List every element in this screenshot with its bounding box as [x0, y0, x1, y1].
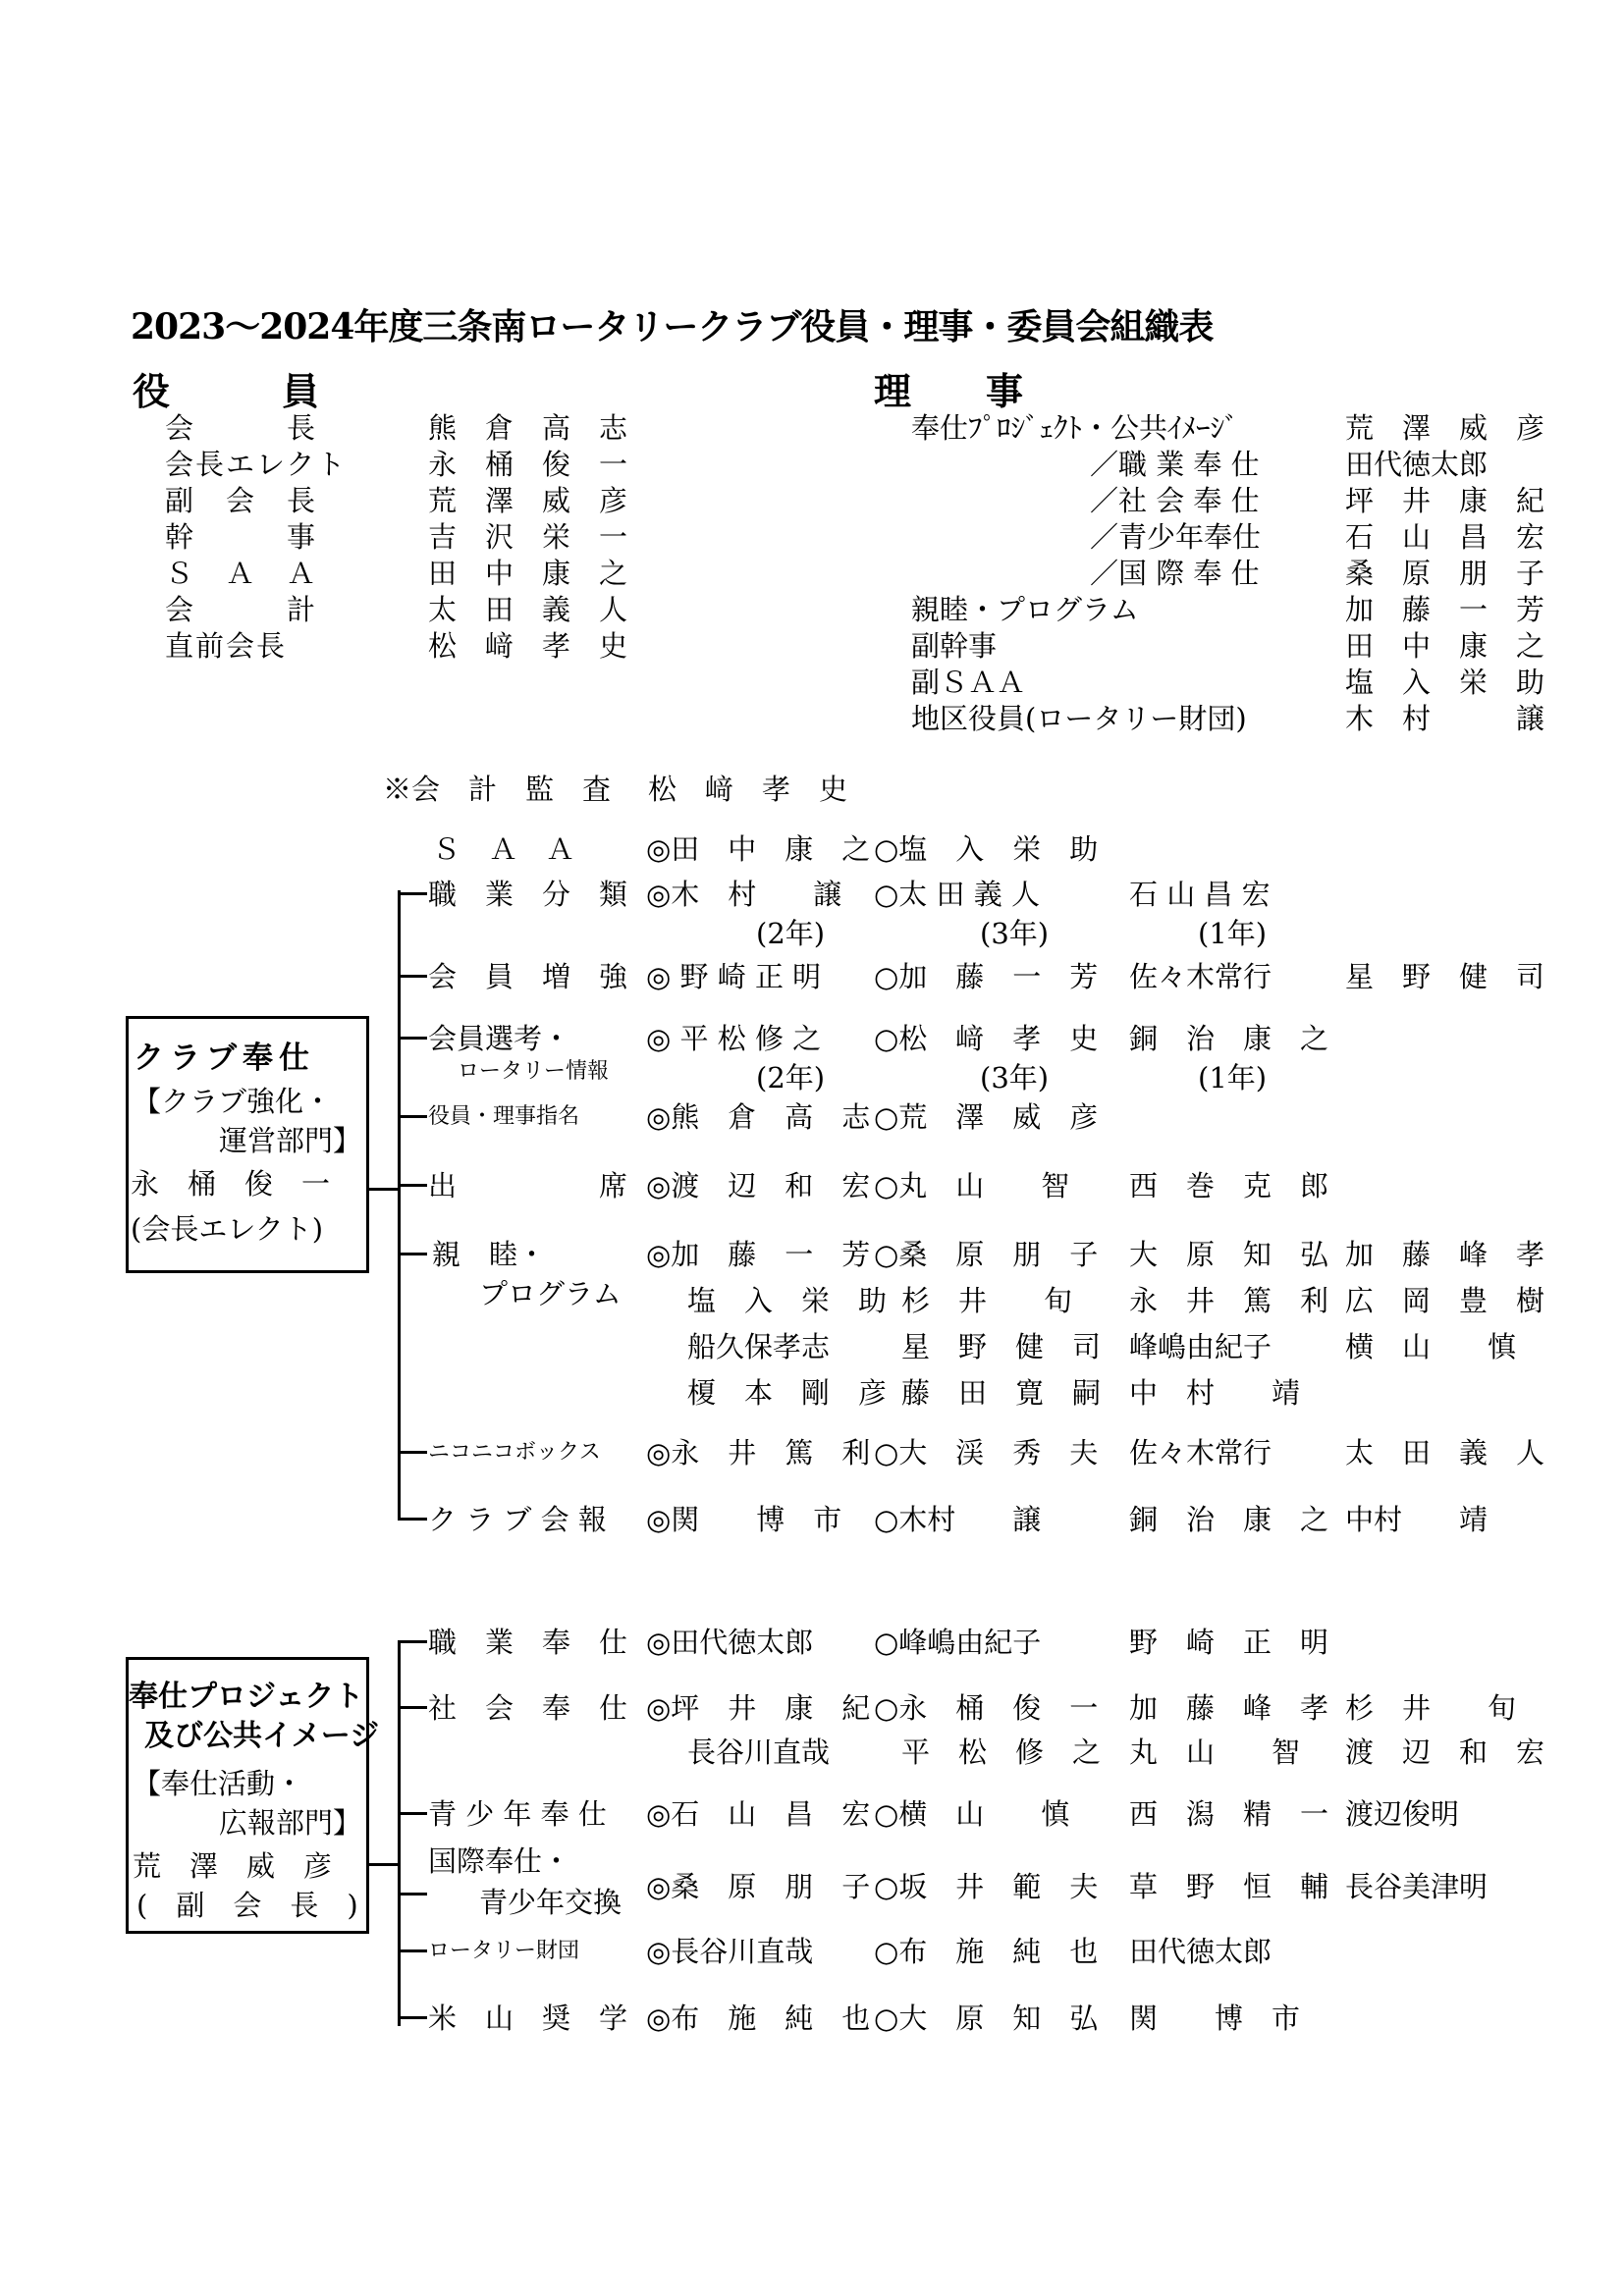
club-service-sub1: 【クラブ強化・ [133, 1085, 333, 1118]
committee-vice: ○峰嶋由紀子 [874, 1626, 1042, 1659]
committee-member: ○永 桶 俊 一 [874, 1691, 1099, 1725]
committee-member: 長谷川直哉 [687, 1735, 831, 1769]
committee-label: 親 睦・ [432, 1238, 547, 1271]
tree-branch [398, 1949, 427, 1952]
tree-branch [398, 1115, 427, 1118]
director-role: 地区役員(ロータリー財団) [911, 702, 1247, 735]
club-service-title: クラブ奉仕 [134, 1041, 315, 1076]
committee-vice: ○木村 譲 [874, 1503, 1042, 1536]
director-name: 木 村 譲 [1345, 702, 1545, 735]
director-role: ／青少年奉仕 [1090, 520, 1262, 554]
club-service-leader: 永 桶 俊 一 [131, 1167, 331, 1201]
officer-name: 永 桶 俊 一 [428, 448, 628, 481]
committee-member: 西 潟 精 一 [1129, 1797, 1329, 1831]
committee-label: 国際奉仕・ [428, 1844, 571, 1878]
committee-member: 大 原 知 弘 [1129, 1238, 1329, 1271]
committee-chair: ◎石 山 昌 宏 [646, 1797, 871, 1831]
tree-branch [398, 975, 427, 978]
director-name: 荒 澤 威 彦 [1345, 411, 1545, 445]
service-project-sub2: 広報部門】 [219, 1806, 362, 1840]
committee-member: 丸 山 智 [1129, 1735, 1301, 1769]
committee-vice: ○松 﨑 孝 史 [874, 1022, 1099, 1055]
tree-branch [398, 1893, 427, 1896]
tree-branch [398, 1812, 427, 1815]
director-role: 親睦・プログラム [911, 593, 1139, 626]
officer-name: 田 中 康 之 [428, 557, 628, 590]
committee-member: 藤 田 寛 嗣 [901, 1376, 1102, 1410]
committee-member: 田代徳太郎 [1129, 1935, 1272, 1968]
director-name: 塩 入 栄 助 [1345, 666, 1545, 699]
tree-branch [398, 1518, 427, 1521]
committee-member: ◎坪 井 康 紀 [646, 1691, 871, 1725]
committee-member: 広 岡 豊 樹 [1345, 1284, 1545, 1317]
committee-member: ◎加 藤 一 芳 [646, 1238, 871, 1271]
committee-chair: ◎布 施 純 也 [646, 2002, 871, 2035]
director-role: 副幹事 [911, 629, 998, 663]
club-connector-vertical [398, 890, 401, 1519]
officer-name: 松 﨑 孝 史 [428, 629, 628, 663]
committee-member: 榎 本 剛 彦 [687, 1376, 888, 1410]
director-name: 石 山 昌 宏 [1345, 520, 1545, 554]
director-name: 田代徳太郎 [1345, 448, 1489, 481]
tree-branch [398, 1253, 427, 1255]
director-name: 坪 井 康 紀 [1345, 484, 1545, 517]
committee-label: 職 業 分 類 [428, 878, 628, 911]
committee-member: 加 藤 峰 孝 [1129, 1691, 1329, 1725]
service-project-title2: 及び公共イメージ [144, 1719, 380, 1753]
saa-chair: ◎田 中 康 之 [646, 832, 871, 866]
committee-member: 石 山 昌 宏 [1129, 878, 1271, 911]
committee-vice: ○太 田 義 人 [874, 878, 1040, 911]
director-role: 副ＳＡＡ [911, 666, 1026, 699]
committee-label-line2: 青少年交換 [479, 1886, 623, 1919]
committee-label: ニコニコボックス [428, 1440, 601, 1465]
director-role: ／国 際 奉 仕 [1090, 557, 1260, 590]
officer-name: 荒 澤 威 彦 [428, 484, 628, 517]
committee-member: 星 野 健 司 [1345, 960, 1545, 993]
committee-member: 星 野 健 司 [901, 1330, 1102, 1363]
club-service-sub2: 運営部門】 [219, 1124, 362, 1157]
auditor-name: 松 﨑 孝 史 [648, 773, 848, 806]
tree-branch [398, 1184, 427, 1187]
saa-label: Ｓ Ａ Ａ [432, 832, 575, 866]
committee-member: 永 井 篤 利 [1129, 1284, 1329, 1317]
committee-label: 職 業 奉 仕 [428, 1626, 628, 1659]
officer-role: Ｓ Ａ Ａ [165, 557, 318, 590]
committee-member: 平 松 修 之 [901, 1735, 1102, 1769]
officer-role: 副 会 長 [165, 484, 318, 517]
committee-chair: ◎ 野 崎 正 明 [646, 960, 822, 993]
committee-member: 佐々木常行 [1129, 960, 1272, 993]
committee-label: ロータリー財団 [428, 1939, 580, 1963]
director-role: ／職 業 奉 仕 [1090, 448, 1260, 481]
auditor-label: ※会 計 監 査 [383, 773, 612, 806]
committee-vice: ○荒 澤 威 彦 [874, 1100, 1099, 1134]
term-year: (2年) [756, 1061, 826, 1095]
term-year: (1年) [1198, 1061, 1268, 1095]
officer-name: 熊 倉 高 志 [428, 411, 628, 445]
committee-label: 米 山 奨 学 [428, 2002, 628, 2035]
committee-label: 役員・理事指名 [428, 1104, 580, 1129]
club-service-leader-role: (会長エレクト) [131, 1212, 324, 1246]
service-project-leader: 荒 澤 威 彦 [133, 1849, 333, 1883]
term-year: (2年) [756, 917, 826, 950]
committee-label: 出 席 [428, 1169, 628, 1202]
tree-branch [398, 1706, 427, 1709]
committee-chair: ◎永 井 篤 利 [646, 1436, 871, 1469]
committee-member: 長谷美津明 [1345, 1870, 1489, 1903]
committee-vice: ○横 山 慎 [874, 1797, 1070, 1831]
director-name: 桑 原 朋 子 [1345, 557, 1545, 590]
term-year: (3年) [980, 1061, 1050, 1095]
committee-label: 会 員 増 強 [428, 960, 628, 993]
officer-role: 幹 事 [165, 520, 318, 554]
committee-chair: ◎関 博 市 [646, 1503, 842, 1536]
committee-member: 中村 靖 [1345, 1503, 1489, 1536]
officers-heading: 役 員 [133, 369, 320, 413]
director-name: 田 中 康 之 [1345, 629, 1545, 663]
committee-member: 西 巻 克 郎 [1129, 1169, 1329, 1202]
committee-label-line2: プログラム [479, 1277, 622, 1310]
committee-member: 杉 井 旬 [1345, 1691, 1517, 1725]
committee-member: 峰嶋由紀子 [1129, 1330, 1272, 1363]
committee-chair: ◎長谷川直哉 [646, 1935, 814, 1968]
committee-member: 中 村 靖 [1129, 1376, 1301, 1410]
committee-member: 横 山 慎 [1345, 1330, 1517, 1363]
committee-chair: ◎熊 倉 高 志 [646, 1100, 871, 1134]
club-service-box [126, 1016, 369, 1273]
committee-member: ○桑 原 朋 子 [874, 1238, 1099, 1271]
committee-member: 草 野 恒 輔 [1129, 1870, 1329, 1903]
tree-branch [398, 892, 427, 895]
committee-label-line2: ロータリー情報 [458, 1059, 610, 1084]
service-project-sub1: 【奉仕活動・ [133, 1767, 304, 1800]
committee-label: ク ラ ブ 会 報 [428, 1503, 607, 1536]
director-name: 加 藤 一 芳 [1345, 593, 1545, 626]
service-project-title1: 奉仕プロジェクト [129, 1680, 364, 1714]
officer-name: 太 田 義 人 [428, 593, 628, 626]
committee-member: 杉 井 旬 [901, 1284, 1073, 1317]
committee-chair: ◎桑 原 朋 子 [646, 1870, 871, 1903]
service-connector-vertical [398, 1640, 401, 2026]
committee-member: 船久保孝志 [687, 1330, 831, 1363]
document-title: 2023～2024年度三条南ロータリークラブ役員・理事・委員会組織表 [131, 306, 1214, 347]
officer-name: 吉 沢 栄 一 [428, 520, 628, 554]
committee-label: 社 会 奉 仕 [428, 1691, 628, 1725]
committee-label: 青 少 年 奉 仕 [428, 1797, 607, 1831]
director-role: 奉仕ﾌﾟﾛｼﾞｪｸﾄ・公共ｲﾒｰｼﾞ [911, 411, 1239, 445]
committee-vice: ○大 原 知 弘 [874, 2002, 1099, 2035]
committee-member: 渡辺俊明 [1345, 1797, 1460, 1831]
director-role: ／社 会 奉 仕 [1090, 484, 1260, 517]
committee-vice: ○大 渓 秀 夫 [874, 1436, 1099, 1469]
officer-role: 直前会長 [165, 629, 288, 663]
service-project-box [126, 1657, 380, 1934]
committee-member: 塩 入 栄 助 [687, 1284, 888, 1317]
committee-vice: ○坂 井 範 夫 [874, 1870, 1099, 1903]
committee-member: 関 博 市 [1129, 2002, 1301, 2035]
term-year: (1年) [1198, 917, 1268, 950]
committee-chair: ◎ 平 松 修 之 [646, 1022, 822, 1055]
committee-chair: ◎渡 辺 和 宏 [646, 1169, 871, 1202]
tree-branch [398, 1037, 427, 1040]
tree-branch [398, 1640, 427, 1643]
committee-label: 会員選考・ [428, 1022, 571, 1055]
committee-chair: ◎田代徳太郎 [646, 1626, 814, 1659]
officer-role: 会 計 [165, 593, 318, 626]
service-connector-horizontal [369, 1863, 399, 1866]
term-year: (3年) [980, 917, 1050, 950]
committee-member: 加 藤 峰 孝 [1345, 1238, 1545, 1271]
committee-member: 渡 辺 和 宏 [1345, 1735, 1545, 1769]
committee-vice: ○加 藤 一 芳 [874, 960, 1099, 993]
tree-branch [398, 2016, 427, 2019]
committee-member: 銅 治 康 之 [1129, 1503, 1329, 1536]
club-connector-horizontal [369, 1188, 399, 1191]
committee-member: 太 田 義 人 [1345, 1436, 1545, 1469]
saa-vice: ○塩 入 栄 助 [874, 832, 1099, 866]
tree-branch [398, 1451, 427, 1454]
officer-role: 会 長 [165, 411, 318, 445]
committee-member: 野 崎 正 明 [1129, 1626, 1329, 1659]
committee-vice: ○丸 山 智 [874, 1169, 1070, 1202]
directors-heading: 理 事 [874, 369, 1024, 413]
committee-member: 佐々木常行 [1129, 1436, 1272, 1469]
officer-role: 会長エレクト [165, 448, 348, 481]
committee-vice: ○布 施 純 也 [874, 1935, 1099, 1968]
committee-chair: ◎木 村 譲 [646, 878, 842, 911]
committee-member: 銅 治 康 之 [1129, 1022, 1329, 1055]
service-project-leader-role: ( 副 会 長 ) [136, 1889, 358, 1922]
